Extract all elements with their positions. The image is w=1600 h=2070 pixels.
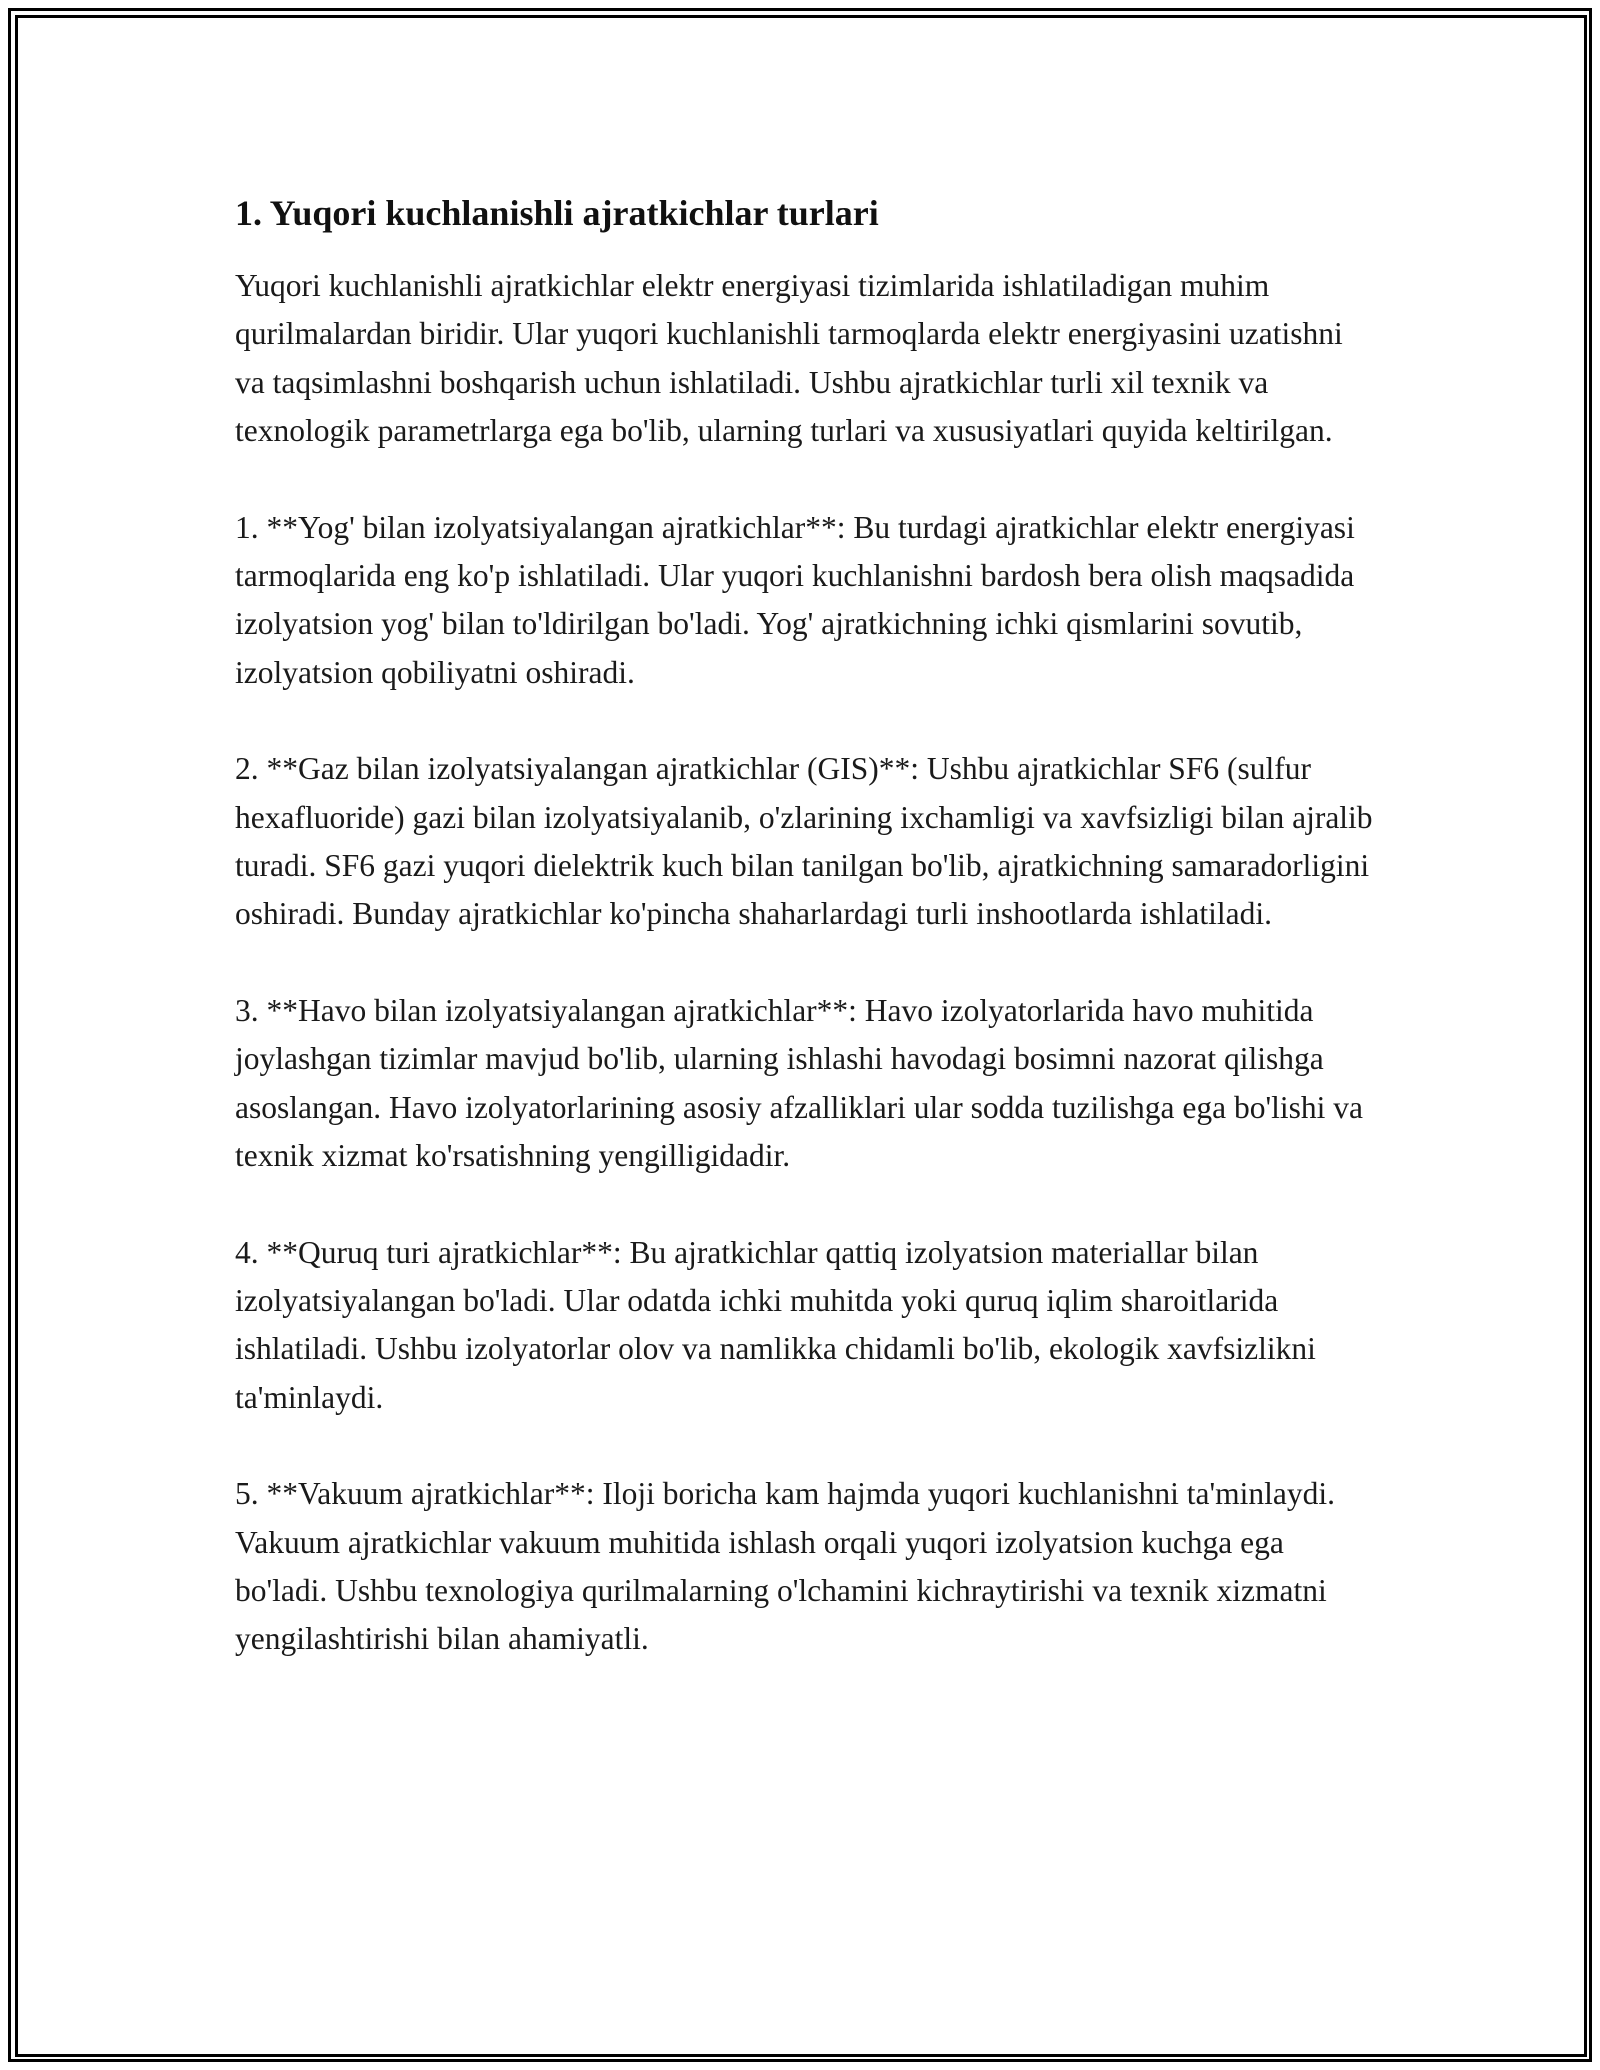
intro-paragraph: Yuqori kuchlanishli ajratkichlar elektr energiyasi tizimlarida ishlatiladigan muhim qurilmalardan biridir. Ular yuqori kuchlanishli tarmoqlarda elektr energiyasini uzatishni va taqsimlashni boshqarish uchun ishlatiladi. Ushbu ajratkichlar turli xil texnik va texnologik parametrlarga ega bo'lib, ularning turlari va xususiyatlari quyida keltirilgan. — [235, 268, 1343, 449]
document-body — [235, 186, 1375, 1712]
list-item-oil-insulated: 1. **Yog' bilan izolyatsiyalangan ajratkichlar**: Bu turdagi ajratkichlar elektr energiyasi tarmoqlarida eng ko'p ishlatiladi. Ular yuqori kuchlanishni bardosh bera olish maqsadida izolyatsion yog' bilan to'ldirilgan bo'ladi. Yog' ajratkichning ichki qismlarini sovutib, izolyatsion qobiliyatni oshiradi. — [235, 509, 1355, 690]
document-title: 1. Yuqori kuchlanishli ajratkichlar turlari — [235, 193, 879, 233]
list-item-dry-type: 4. **Quruq turi ajratkichlar**: Bu ajratkichlar qattiq izolyatsion materiallar bilan izolyatsiyalangan bo'ladi. Ular odatda ichki muhitda yoki quruq iqlim sharoitlarida ishlatiladi. Ushbu izolyatorlar olov va namlikka chidamli bo'lib, ekologik xavfsizlikni ta'minlaydi. — [235, 1234, 1316, 1415]
list-item-vacuum: 5. **Vakuum ajratkichlar**: Iloji boricha kam hajmda yuqori kuchlanishni ta'minlaydi. Vakuum ajratkichlar vakuum muhitida ishlash orqali yuqori izolyatsion kuchga ega bo'ladi. Ushbu texnologiya qurilmalarning o'lchamini kichraytirishi va texnik xizmatni yengilashtirishi bilan ahamiyatli. — [235, 1476, 1336, 1657]
list-item-air-insulated: 3. **Havo bilan izolyatsiyalangan ajratkichlar**: Havo izolyatorlarida havo muhitida joylashgan tizimlar mavjud bo'lib, ularning ishlashi havodagi bosimni nazorat qilishga asoslangan. Havo izolyatorlarining asosiy afzalliklari ular sodda tuzilishga ega bo'lishi va texnik xizmat ko'rsatishning yengilligidadir. — [235, 992, 1363, 1174]
list-item-gas-insulated: 2. **Gaz bilan izolyatsiyalangan ajratkichlar (GIS)**: Ushbu ajratkichlar SF6 (sulfur hexafluoride) gazi bilan izolyatsiyalanib, o'zlarining ixchamligi va xavfsizligi bilan ajralib turadi. SF6 gazi yuqori dielektrik kuch bilan tanilgan bo'lib, ajratkichning samaradorligini oshiradi. Bunday ajratkichlar ko'pincha shaharlardagi turli inshootlarda ishlatiladi. — [235, 751, 1373, 932]
